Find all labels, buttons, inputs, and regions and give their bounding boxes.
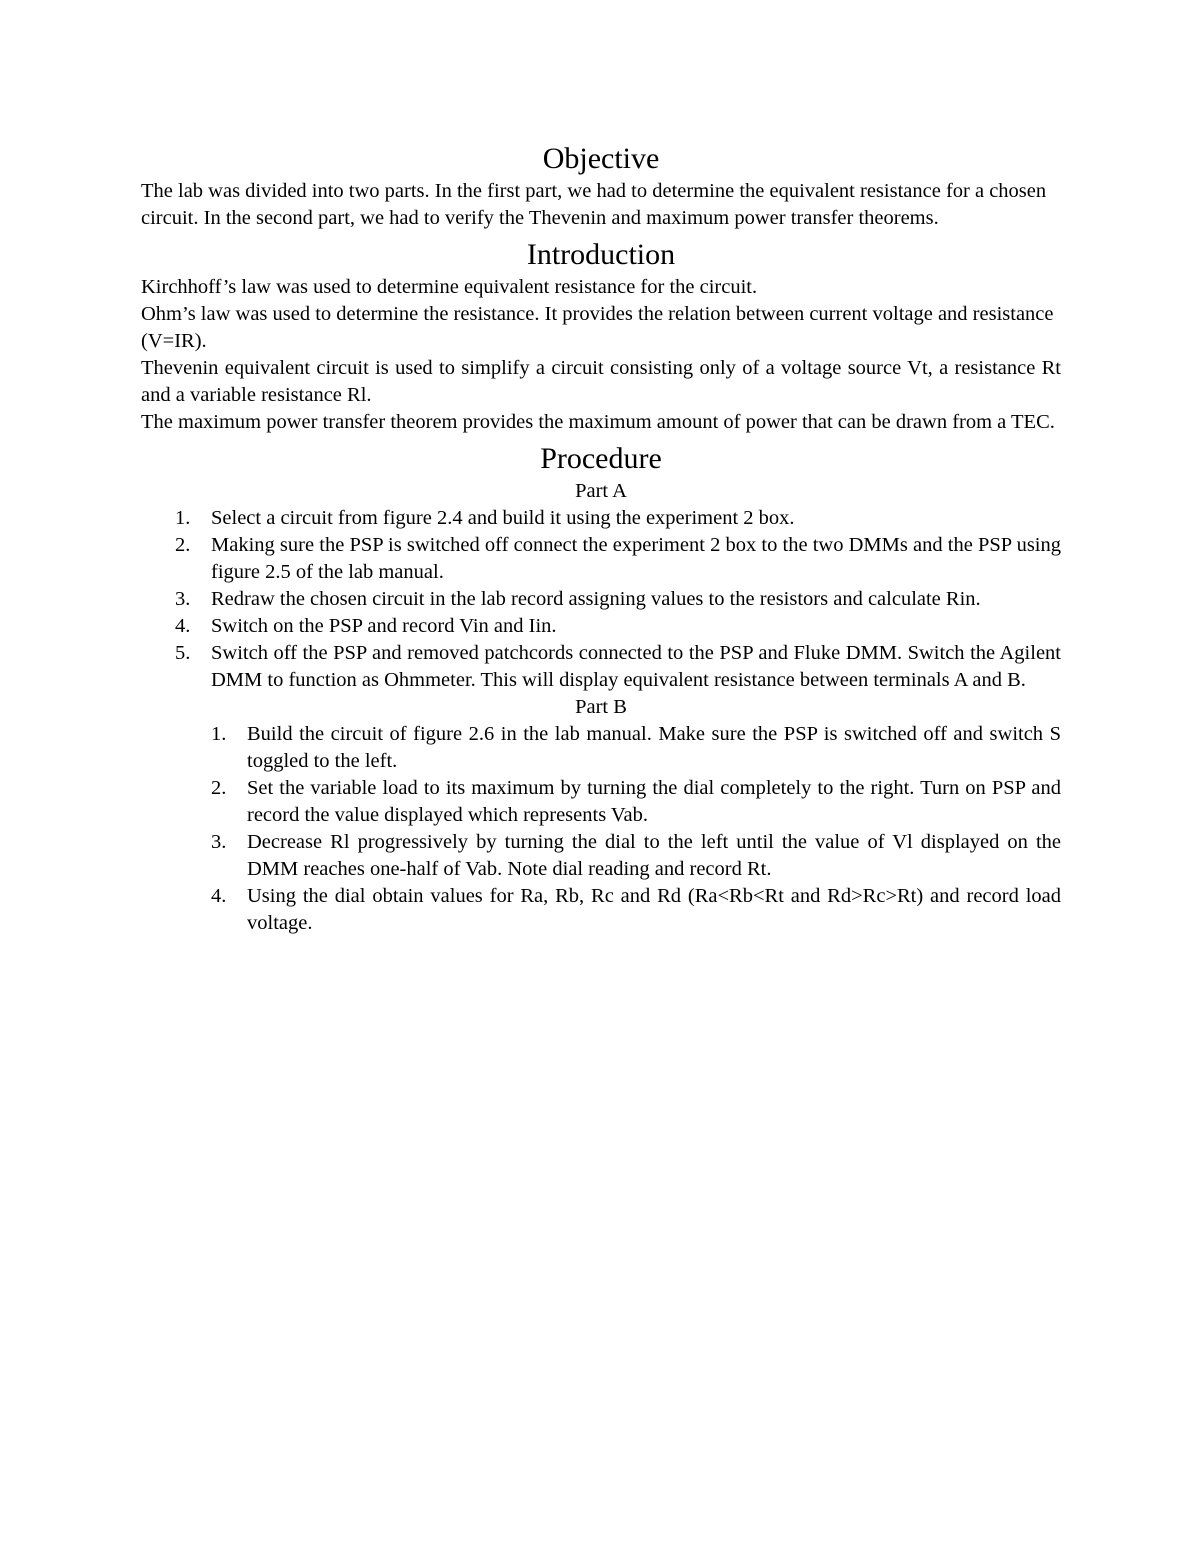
list-item bbox=[141, 829, 1061, 883]
step-text: Select a circuit from figure 2.4 and build it using the experiment 2 box. bbox=[211, 507, 795, 529]
objective-heading: Objective bbox=[542, 142, 660, 175]
step-text: Switch on the PSP and record Vin and Iin. bbox=[211, 615, 557, 637]
step-number: 4. bbox=[175, 615, 191, 637]
part-a-title: Part A bbox=[575, 480, 627, 502]
list-item bbox=[141, 721, 1061, 775]
step-number: 2. bbox=[211, 777, 227, 799]
step-text: Switch off the PSP and removed patchcords connected to the PSP and Fluke DMM. Switch the Agilent DMM to function as Ohmmeter. This will display equivalent resistance between terminals A and B. bbox=[211, 642, 1061, 691]
step-text: Set the variable load to its maximum by turning the dial completely to the right. Turn on PSP and record the value displayed which represents Vab. bbox=[247, 777, 1061, 826]
objective-text: The lab was divided into two parts. In the first part, we had to determine the equivalent resistance for a chosen circuit. In the second part, we had to verify the Thevenin and maximum power transfer theorems. bbox=[141, 180, 1047, 229]
list-item bbox=[141, 775, 1061, 829]
step-text: Redraw the chosen circuit in the lab record assigning values to the resistors and calculate Rin. bbox=[211, 588, 981, 610]
step-number: 1. bbox=[211, 723, 227, 745]
introduction-paragraph-1: Kirchhoff’s law was used to determine equivalent resistance for the circuit. bbox=[141, 276, 758, 298]
list-item bbox=[141, 613, 1061, 640]
introduction-paragraph-2: Ohm’s law was used to determine the resistance. It provides the relation between current voltage and resistance (V=IR). bbox=[141, 303, 1054, 352]
step-number: 1. bbox=[175, 507, 191, 529]
step-number: 2. bbox=[175, 534, 191, 556]
list-item bbox=[141, 586, 1061, 613]
part-a-steps bbox=[141, 505, 1061, 694]
procedure-heading: Procedure bbox=[540, 442, 662, 475]
step-number: 5. bbox=[175, 642, 191, 664]
introduction-paragraph-3: Thevenin equivalent circuit is used to simplify a circuit consisting only of a voltage source Vt, a resistance Rt and a variable resistance Rl. bbox=[141, 357, 1061, 406]
step-text: Using the dial obtain values for Ra, Rb, Rc and Rd (Ra<Rb<Rt and Rd>Rc>Rt) and record load voltage. bbox=[247, 885, 1061, 934]
step-text: Build the circuit of figure 2.6 in the lab manual. Make sure the PSP is switched off and switch S toggled to the left. bbox=[247, 723, 1061, 772]
introduction-heading: Introduction bbox=[526, 238, 676, 271]
step-text: Decrease Rl progressively by turning the dial to the left until the value of Vl displayed on the DMM reaches one-half of Vab. Note dial reading and record Rt. bbox=[247, 831, 1061, 880]
step-number: 3. bbox=[175, 588, 191, 610]
part-b-title: Part B bbox=[575, 696, 627, 718]
list-item bbox=[141, 640, 1061, 694]
list-item bbox=[141, 883, 1061, 937]
step-number: 4. bbox=[211, 885, 227, 907]
part-b-steps bbox=[141, 721, 1061, 937]
document-page bbox=[141, 140, 1061, 937]
step-number: 3. bbox=[211, 831, 227, 853]
list-item bbox=[141, 532, 1061, 586]
step-text: Making sure the PSP is switched off connect the experiment 2 box to the two DMMs and the PSP using figure 2.5 of the lab manual. bbox=[211, 534, 1061, 583]
list-item bbox=[141, 505, 1061, 532]
introduction-paragraph-4: The maximum power transfer theorem provides the maximum amount of power that can be drawn from a TEC. bbox=[141, 411, 1055, 433]
